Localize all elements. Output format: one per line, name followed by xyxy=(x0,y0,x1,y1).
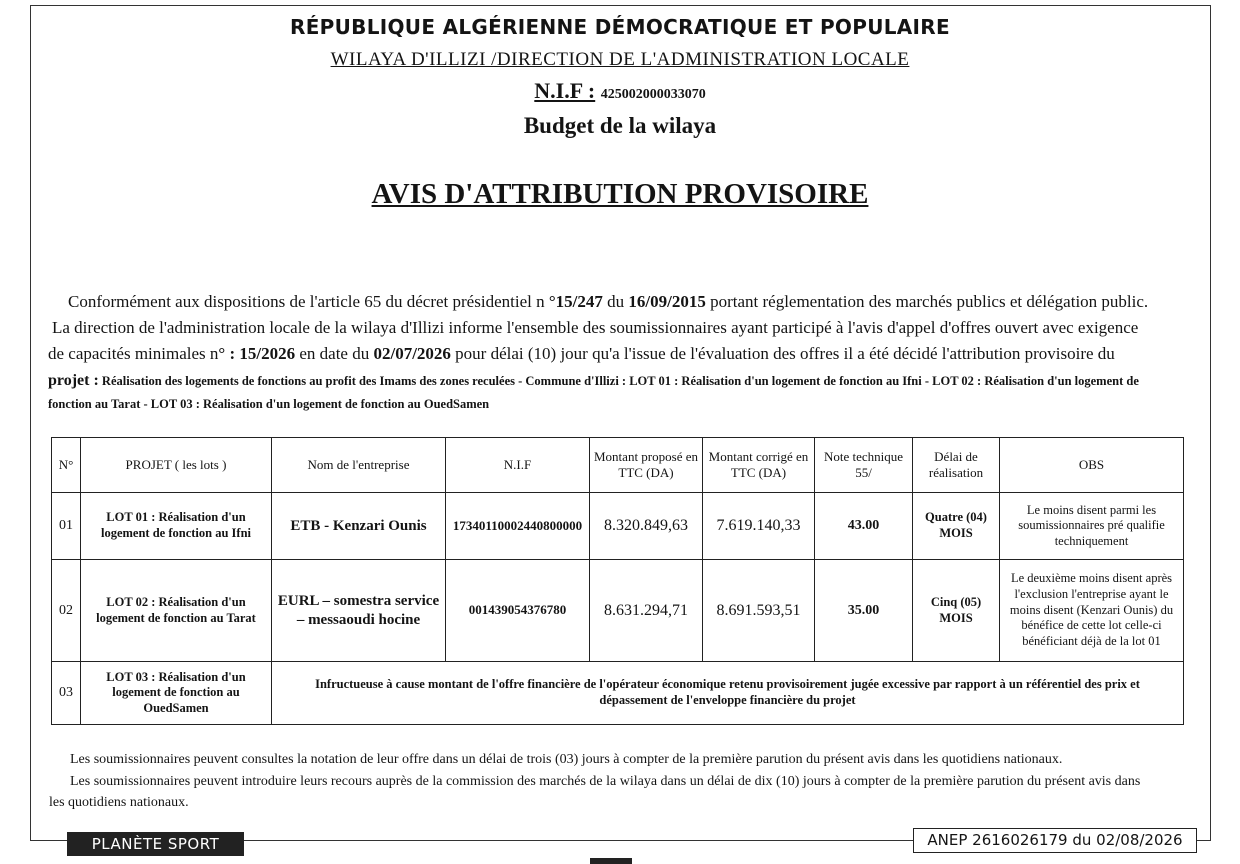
cell-obs: Le deuxième moins disent après l'exclusion l'entreprise ayant le moins disent (Kenzari Ounis) du bénéfice de cette lot celle-ci bénéficiant déjà de la lot 01 xyxy=(1000,560,1184,662)
body-line-3: de capacités minimales n° : 15/2026 en date du 02/07/2026 pour délai (10) jour qu'a l'issue de l'évaluation des offres il a été décidé l'attribution provisoire du xyxy=(48,344,1115,363)
nif-header xyxy=(0,78,1240,104)
table-row xyxy=(52,493,1184,560)
budget-header: Budget de la wilaya xyxy=(523,113,717,138)
col-header-nif: N.I.F xyxy=(446,438,590,493)
projet-line-1: projet : Réalisation des logements de fonctions au profit des Imams des zones reculées - Commune d'Illizi : LOT 01 : Réalisation d'un logement de fonction au Ifni - LOT 02 : Réalisation d'un logement de xyxy=(48,372,1139,389)
cell-delai: Quatre (04) MOIS xyxy=(913,493,1000,560)
cell-nif: 17340110002440800000 xyxy=(446,493,590,560)
cell-entreprise: EURL – somestra service – messaoudi hocine xyxy=(272,560,446,662)
anep-reference-badge: ANEP 2616026179 du 02/08/2026 xyxy=(913,828,1197,853)
table-row xyxy=(52,662,1184,725)
col-header-montant-corrige: Montant corrigé en TTC (DA) xyxy=(703,438,815,493)
cell-num: 01 xyxy=(52,493,81,560)
col-header-entreprise: Nom de l'entreprise xyxy=(272,438,446,493)
notice-title: AVIS D'ATTRIBUTION PROVISOIRE xyxy=(371,178,869,210)
wilaya-header: WILAYA D'ILLIZI /DIRECTION DE L'ADMINISTRATION LOCALE xyxy=(330,49,910,70)
cell-montant-propose: 8.631.294,71 xyxy=(590,560,703,662)
col-header-montant-propose: Montant proposé en TTC (DA) xyxy=(590,438,703,493)
cell-montant-corrige: 7.619.140,33 xyxy=(703,493,815,560)
cell-nif: 001439054376780 xyxy=(446,560,590,662)
cell-note: 35.00 xyxy=(815,560,913,662)
table-row xyxy=(52,560,1184,662)
nif-value: 425002000033070 xyxy=(600,87,706,102)
footer-line-1: Les soumissionnaires peuvent consultes la notation de leur offre dans un délai de trois (03) jours à compter de la première parution du présent avis dans les quotidiens nationaux. xyxy=(70,752,1063,767)
col-header-note: Note technique 55/ xyxy=(815,438,913,493)
footer-line-2: Les soumissionnaires peuvent introduire leurs recours auprès de la commission des marchés de la wilaya dans un délai de dix (10) jours à compter de la première parution du présent avis dans xyxy=(70,774,1141,789)
planete-sport-badge: PLANÈTE SPORT xyxy=(67,832,244,856)
cell-num: 03 xyxy=(52,662,81,725)
cell-delai: Cinq (05) MOIS xyxy=(913,560,1000,662)
cell-num: 02 xyxy=(52,560,81,662)
cell-obs: Le moins disent parmi les soumissionnaires pré qualifie techniquement xyxy=(1000,493,1184,560)
footer-line-3: les quotidiens nationaux. xyxy=(49,795,189,810)
body-line-2: La direction de l'administration locale de la wilaya d'Illizi informe l'ensemble des soumissionnaires ayant participé à l'avis d'appel d'offres ouvert avec exigence xyxy=(52,318,1139,337)
body-line-1: Conformément aux dispositions de l'article 65 du décret présidentiel n °15/247 du 16/09/2015 portant réglementation des marchés publics et délégation public. xyxy=(68,292,1149,311)
cell-projet: LOT 01 : Réalisation d'un logement de fonction au Ifni xyxy=(81,493,272,560)
cell-montant-propose: 8.320.849,63 xyxy=(590,493,703,560)
col-header-delai: Délai de réalisation xyxy=(913,438,1000,493)
col-header-num: N° xyxy=(52,438,81,493)
attribution-table xyxy=(51,437,1184,725)
col-header-obs: OBS xyxy=(1000,438,1184,493)
table-header-row xyxy=(52,438,1184,493)
cell-projet: LOT 02 : Réalisation d'un logement de fonction au Tarat xyxy=(81,560,272,662)
cell-infructueuse: Infructueuse à cause montant de l'offre financière de l'opérateur économique retenu provisoirement jugée excessive par rapport à un référentiel des prix et dépassement de l'enveloppe financière du projet xyxy=(272,662,1184,725)
cell-entreprise: ETB - Kenzari Ounis xyxy=(272,493,446,560)
cell-projet: LOT 03 : Réalisation d'un logement de fonction au OuedSamen xyxy=(81,662,272,725)
projet-line-2: fonction au Tarat - LOT 03 : Réalisation d'un logement de fonction au OuedSamen xyxy=(48,397,490,411)
col-header-projet: PROJET ( les lots ) xyxy=(81,438,272,493)
page-number-tab xyxy=(590,858,632,864)
nif-label: N.I.F : xyxy=(534,78,596,103)
cell-montant-corrige: 8.691.593,51 xyxy=(703,560,815,662)
cell-note: 43.00 xyxy=(815,493,913,560)
republic-header: RÉPUBLIQUE ALGÉRIENNE DÉMOCRATIQUE ET POPULAIRE xyxy=(290,15,950,39)
